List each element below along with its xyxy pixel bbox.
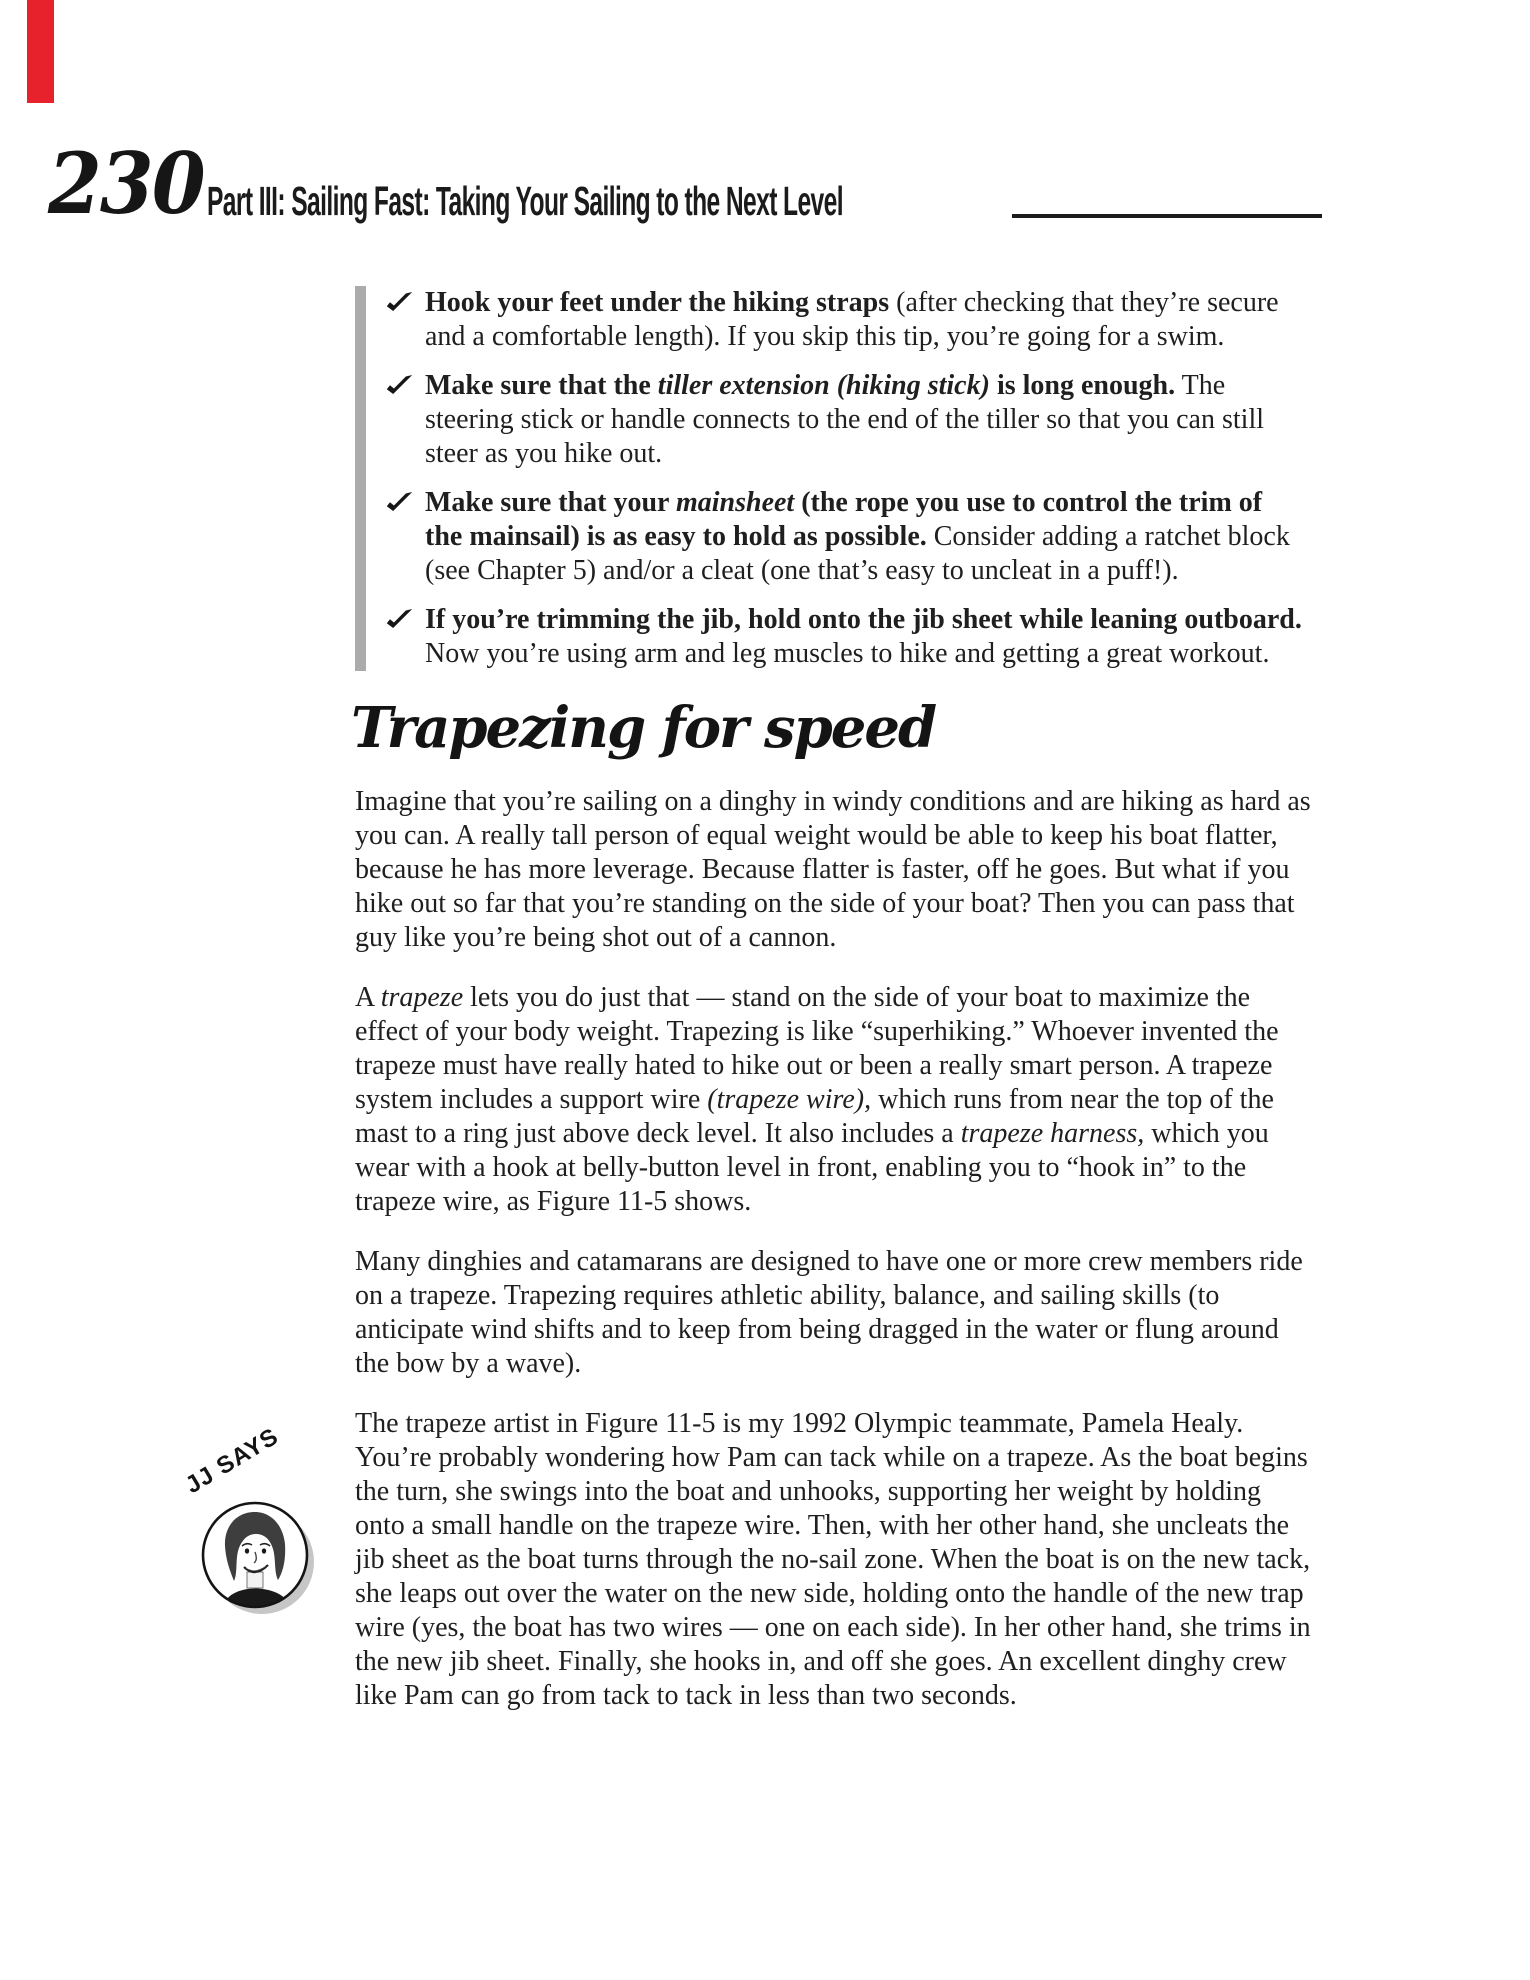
tip-list (355, 286, 1313, 671)
check-arrow-icon (386, 608, 413, 671)
paragraph: The trapeze artist in Figure 11-5 is my 1992 Olympic teammate, Pamela Healy. You’re probably wondering how Pam can tack while on a trapeze. As the boat begins the turn, she swings into the boat and unhooks, supporting her weight by holding onto a small handle on the trapeze wire. Then, with her other hand, she uncleats the jib sheet as the boat turns through the no-sail zone. When the boat is on the new tack, she leaps out over the water on the new side, holding onto the handle of the new trap wire (yes, the boat has two wires — one on each side). In her other hand, she trims in the new jib sheet. Finally, she hooks in, and off she goes. An excellent dinghy crew like Pam can go from tack to tack in less than two seconds. (355, 1408, 1311, 1711)
jj-says-label: JJ SAYS (180, 1422, 284, 1500)
bullet-text: Hook your feet under the hiking straps (after checking that they’re secure and a comfortable length). If you skip this tip, you’re going for a swim. (425, 287, 1279, 352)
header-underline (1012, 214, 1322, 218)
running-head (207, 178, 843, 225)
check-arrow-icon (386, 374, 413, 471)
bullet-text: If you’re trimming the jib, hold onto the jib sheet while leaning outboard. Now you’re using arm and leg muscles to hike and getting a great workout. (425, 604, 1302, 669)
section-heading: Trapezing for speed (351, 695, 936, 761)
list-item (386, 369, 1313, 471)
page-edge-tab (27, 0, 54, 103)
paragraph: Imagine that you’re sailing on a dinghy in windy conditions and are hiking as hard as you can. A really tall person of equal weight would be able to keep his boat flatter, because he has more leverage. Because flatter is faster, off he goes. But what if you hike out so far that you’re standing on the side of your boat? Then you can pass that guy like you’re being shot out of a cannon. (355, 786, 1311, 953)
jj-face-icon (198, 1498, 318, 1618)
running-head-title: Part III: Sailing Fast: Taking Your Sailing to the Next Level (207, 178, 843, 224)
check-arrow-icon (386, 291, 413, 354)
paragraph: Many dinghies and catamarans are designed to have one or more crew members ride on a trapeze. Trapezing requires athletic ability, balance, and sailing skills (to anticipate wind shifts and to keep from being dragged in the water or flung around the bow by a wave). (355, 1246, 1303, 1379)
page-number: 230 (48, 134, 204, 233)
check-arrow-icon (386, 491, 413, 588)
paragraph: A trapeze lets you do just that — stand on the side of your boat to maximize the effect of your body weight. Trapezing is like “superhiking.” Whoever invented the trapeze must have really hated to hike out or been a really smart person. A trapeze system includes a support wire (trapeze wire), which runs from near the top of the mast to a ring just above deck level. It also includes a trapeze harness, which you wear with a hook at belly-button level in front, enabling you to “hook in” to the trapeze wire, as Figure 11-5 shows. (355, 982, 1279, 1217)
list-item (386, 486, 1313, 588)
bullet-text: Make sure that the tiller extension (hiking stick) is long enough. The steering stick or handle connects to the end of the tiller so that you can still steer as you hike out. (425, 370, 1265, 469)
list-item (386, 286, 1313, 354)
bullet-text: Make sure that your mainsheet (the rope you use to control the trim of the mainsail) is as easy to hold as possible. Consider adding a ratchet block (see Chapter 5) and/or a cleat (one that’s easy to uncleat in a puff!). (425, 487, 1290, 586)
main-text-column (351, 278, 1313, 1739)
list-item (386, 603, 1313, 671)
